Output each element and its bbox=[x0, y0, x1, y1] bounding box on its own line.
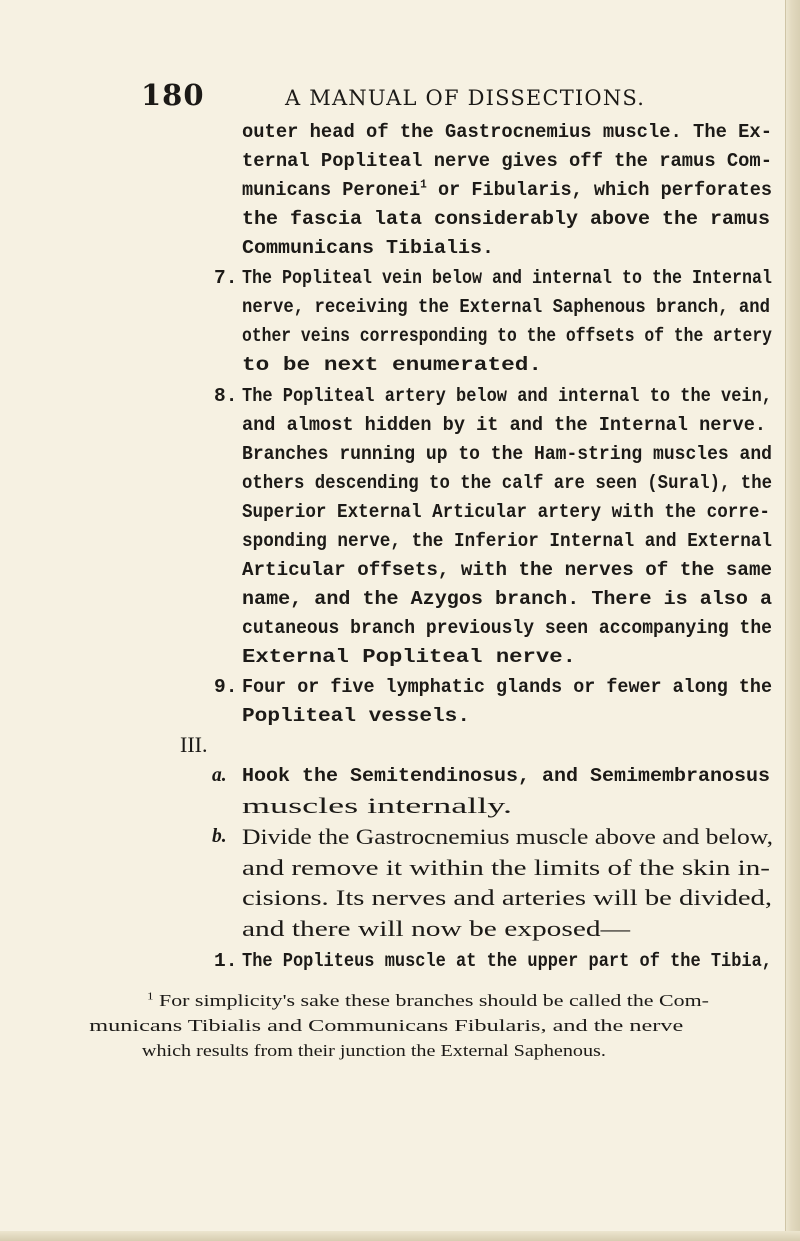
item-number: 1. bbox=[214, 950, 238, 972]
text-line: and almost hidden by it and the Internal nerve. bbox=[242, 414, 766, 436]
text-line: and remove it within the limits of the skin in- bbox=[242, 855, 770, 880]
text-line: name, and the Azygos branch. There is also a bbox=[242, 588, 772, 610]
page-edge bbox=[785, 0, 800, 1241]
item-number: 9. bbox=[214, 676, 238, 698]
text-run: or Fibularis, which perforates bbox=[426, 179, 772, 201]
running-title: A MANUAL OF DISSECTIONS. bbox=[285, 86, 646, 110]
text-line: Popliteal vessels. bbox=[242, 705, 470, 727]
text-line: to be next enumerated. bbox=[242, 354, 542, 376]
text-run: municans Peronei bbox=[242, 179, 421, 201]
text-line: outer head of the Gastrocnemius muscle. The Ex- bbox=[242, 121, 772, 143]
page-header bbox=[141, 78, 646, 118]
text-line: cutaneous branch previously seen accompanying the bbox=[242, 617, 772, 639]
text-line: Hook the Semitendinosus, and Semimembranosus bbox=[242, 765, 770, 787]
footnote-line: municans Tibialis and Communicans Fibularis, and the nerve bbox=[89, 1016, 684, 1035]
footnote-text: For simplicity's sake these branches should be called the Com- bbox=[153, 991, 709, 1010]
footnote-mark: 1 bbox=[146, 991, 154, 1003]
text-line: The Popliteus muscle at the upper part of the Tibia, bbox=[242, 950, 772, 972]
text-line: Articular offsets, with the nerves of the same bbox=[242, 559, 772, 581]
page-number: 180 bbox=[141, 78, 205, 112]
text-line: Superior External Articular artery with the corre- bbox=[242, 501, 770, 523]
text-line: muscles internally. bbox=[242, 793, 512, 818]
text-line: ternal Popliteal nerve gives off the ramus Com- bbox=[242, 150, 772, 172]
footnote-line: which results from their junction the External Saphenous. bbox=[141, 1041, 606, 1060]
footnote-line bbox=[147, 990, 709, 1012]
text-line: Four or five lymphatic glands or fewer along the bbox=[242, 676, 772, 698]
text-line: Communicans Tibialis. bbox=[242, 237, 494, 259]
text-line bbox=[242, 178, 772, 202]
item-number: 7. bbox=[214, 267, 238, 289]
footnote-ref: 1 bbox=[420, 177, 427, 192]
section-heading: III. bbox=[180, 732, 208, 757]
text-line: cisions. Its nerves and arteries will be divided, bbox=[242, 885, 772, 910]
item-number: 8. bbox=[214, 385, 238, 407]
text-line: The Popliteal vein below and internal to the Internal bbox=[242, 267, 772, 289]
page-bottom-edge bbox=[0, 1231, 800, 1241]
text-line: Divide the Gastrocnemius muscle above and below, bbox=[242, 824, 773, 849]
item-letter: a. bbox=[212, 765, 227, 786]
text-line: and there will now be exposed— bbox=[242, 916, 630, 941]
text-line: The Popliteal artery below and internal to the vein, bbox=[242, 385, 772, 407]
text-line: others descending to the calf are seen (Sural), the bbox=[242, 472, 772, 494]
text-line: Branches running up to the Ham-string muscles and bbox=[242, 443, 772, 465]
text-line: sponding nerve, the Inferior Internal and External bbox=[242, 530, 772, 552]
text-line: the fascia lata considerably above the ramus bbox=[242, 208, 770, 230]
text-line: External Popliteal nerve. bbox=[242, 646, 576, 668]
text-line: other veins corresponding to the offsets of the artery bbox=[242, 325, 772, 347]
text-line: nerve, receiving the External Saphenous branch, and bbox=[242, 296, 770, 318]
item-letter: b. bbox=[212, 826, 227, 847]
